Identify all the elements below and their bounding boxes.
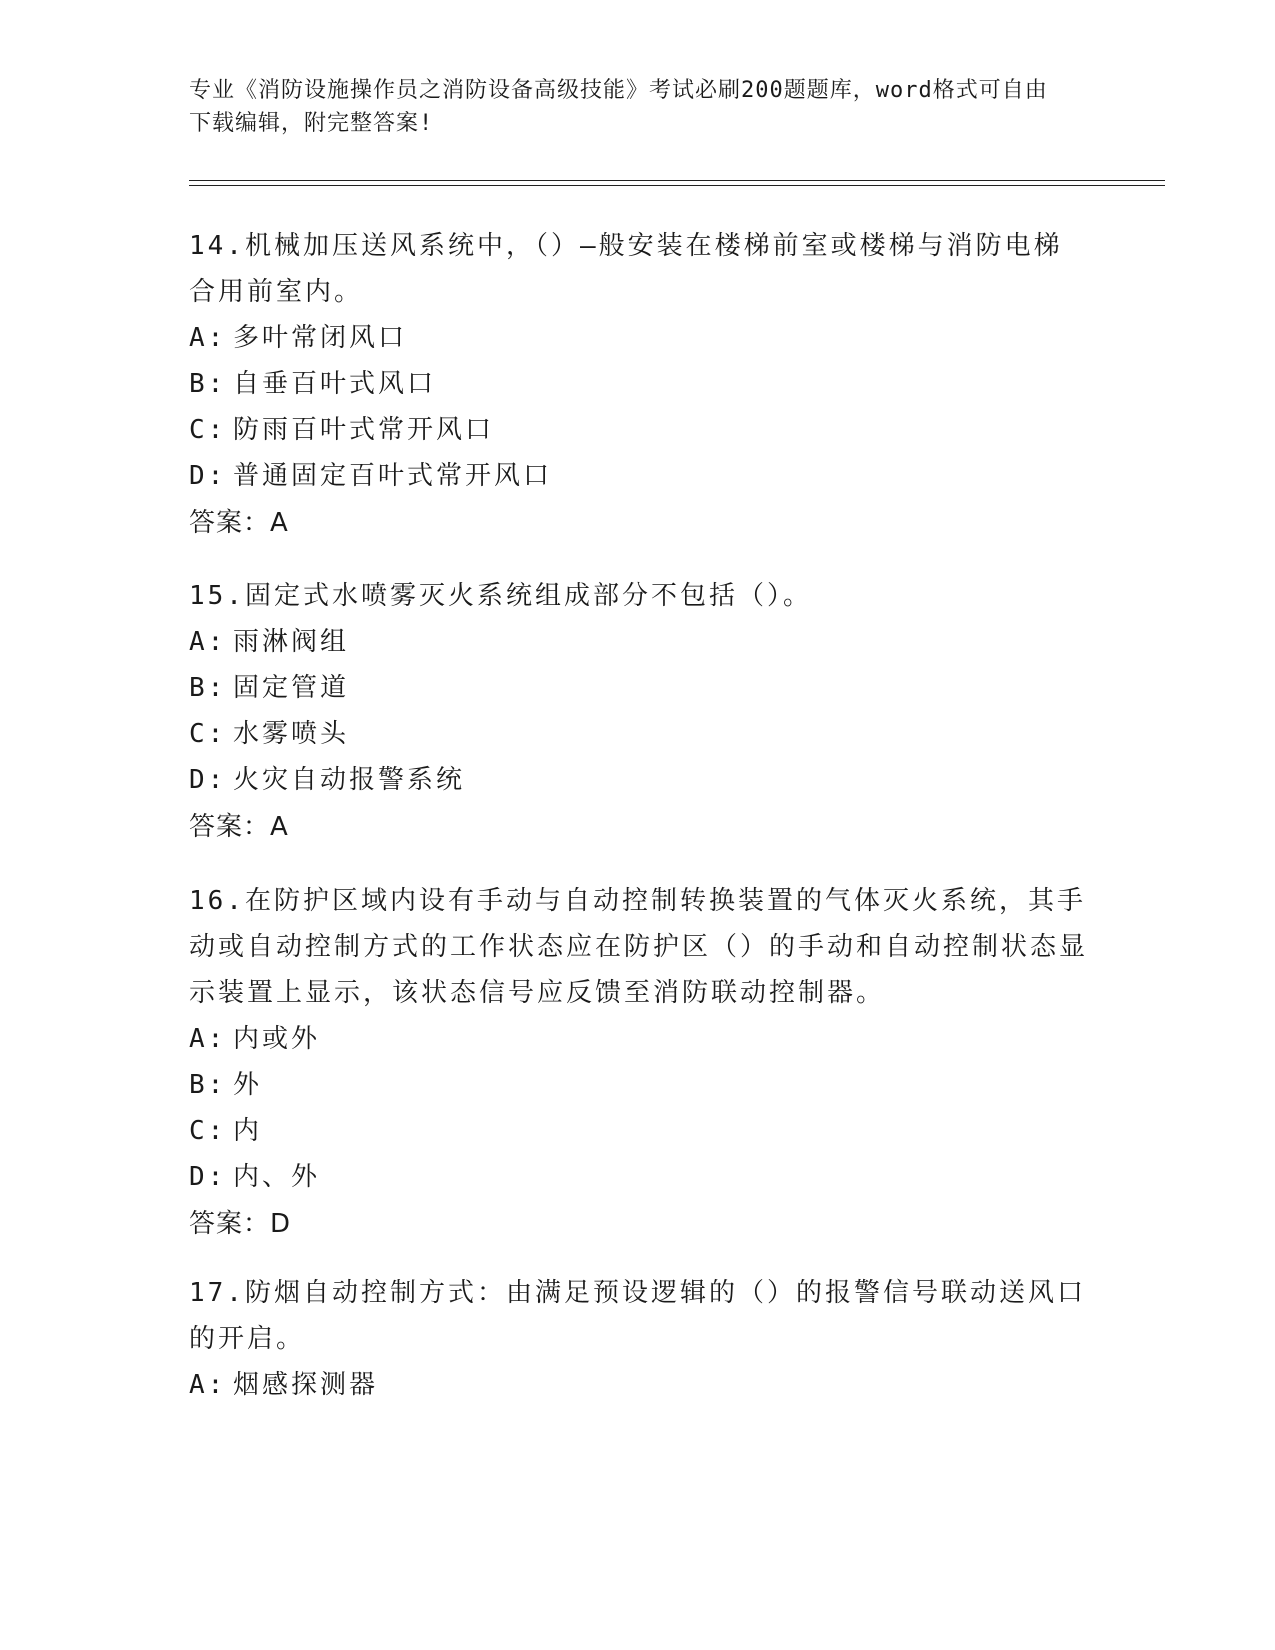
option-key: A:: [189, 1370, 227, 1400]
option-key: C:: [189, 415, 227, 445]
option-key: A:: [189, 627, 227, 657]
option-key: C:: [189, 719, 227, 749]
question-15: [189, 573, 1089, 850]
option-c: [189, 1108, 1089, 1154]
option-a: [189, 315, 1089, 361]
option-key: D:: [189, 461, 227, 491]
option-a: [189, 1016, 1089, 1062]
option-key: A:: [189, 323, 227, 353]
option-c: [189, 711, 1089, 757]
option-text: 内、外: [233, 1162, 321, 1192]
option-a: [189, 1362, 1089, 1408]
answer: 答案：A: [189, 812, 289, 842]
option-b: [189, 1062, 1089, 1108]
option-text: 外: [233, 1070, 263, 1100]
option-text: 普通固定百叶式常开风口: [233, 461, 553, 491]
option-text: 防雨百叶式常开风口: [233, 415, 495, 445]
option-key: A:: [189, 1024, 227, 1054]
option-text: 多叶常闭风口: [233, 323, 408, 353]
answer: 答案：D: [189, 1209, 292, 1239]
option-b: [189, 665, 1089, 711]
option-c: [189, 407, 1089, 453]
question-stem: 14.机械加压送风系统中，（）—般安装在楼梯前室或楼梯与消防电梯合用前室内。: [189, 231, 1063, 307]
question-17: [189, 1270, 1089, 1408]
header-divider-top: [189, 180, 1165, 181]
option-d: [189, 1154, 1089, 1200]
option-key: D:: [189, 1162, 227, 1192]
header-divider-bottom: [189, 185, 1165, 186]
question-stem: 15.固定式水喷雾灭火系统组成部分不包括（）。: [189, 581, 812, 611]
option-d: [189, 757, 1089, 803]
document-header: 专业《消防设施操作员之消防设备高级技能》考试必刷200题题库，word格式可自由下载编辑，附完整答案!: [189, 78, 1048, 136]
option-key: B:: [189, 369, 227, 399]
option-key: D:: [189, 765, 227, 795]
question-14: [189, 223, 1089, 546]
option-text: 烟感探测器: [233, 1370, 379, 1400]
option-text: 内: [233, 1116, 263, 1146]
option-text: 火灾自动报警系统: [233, 765, 466, 795]
question-stem: 16.在防护区域内设有手动与自动控制转换装置的气体灭火系统，其手动或自动控制方式的工作状态应在防护区（）的手动和自动控制状态显示装置上显示，该状态信号应反馈至消防联动控制器。: [189, 886, 1089, 1008]
option-text: 水雾喷头: [233, 719, 350, 749]
option-text: 固定管道: [233, 673, 350, 703]
question-stem: 17.防烟自动控制方式：由满足预设逻辑的（）的报警信号联动送风口的开启。: [189, 1278, 1086, 1354]
option-key: C:: [189, 1116, 227, 1146]
option-key: B:: [189, 673, 227, 703]
answer: 答案：A: [189, 508, 289, 538]
option-d: [189, 453, 1089, 499]
question-16: [189, 878, 1089, 1247]
option-a: [189, 619, 1089, 665]
option-text: 自垂百叶式风口: [233, 369, 437, 399]
option-key: B:: [189, 1070, 227, 1100]
option-text: 雨淋阀组: [233, 627, 350, 657]
option-text: 内或外: [233, 1024, 321, 1054]
option-b: [189, 361, 1089, 407]
